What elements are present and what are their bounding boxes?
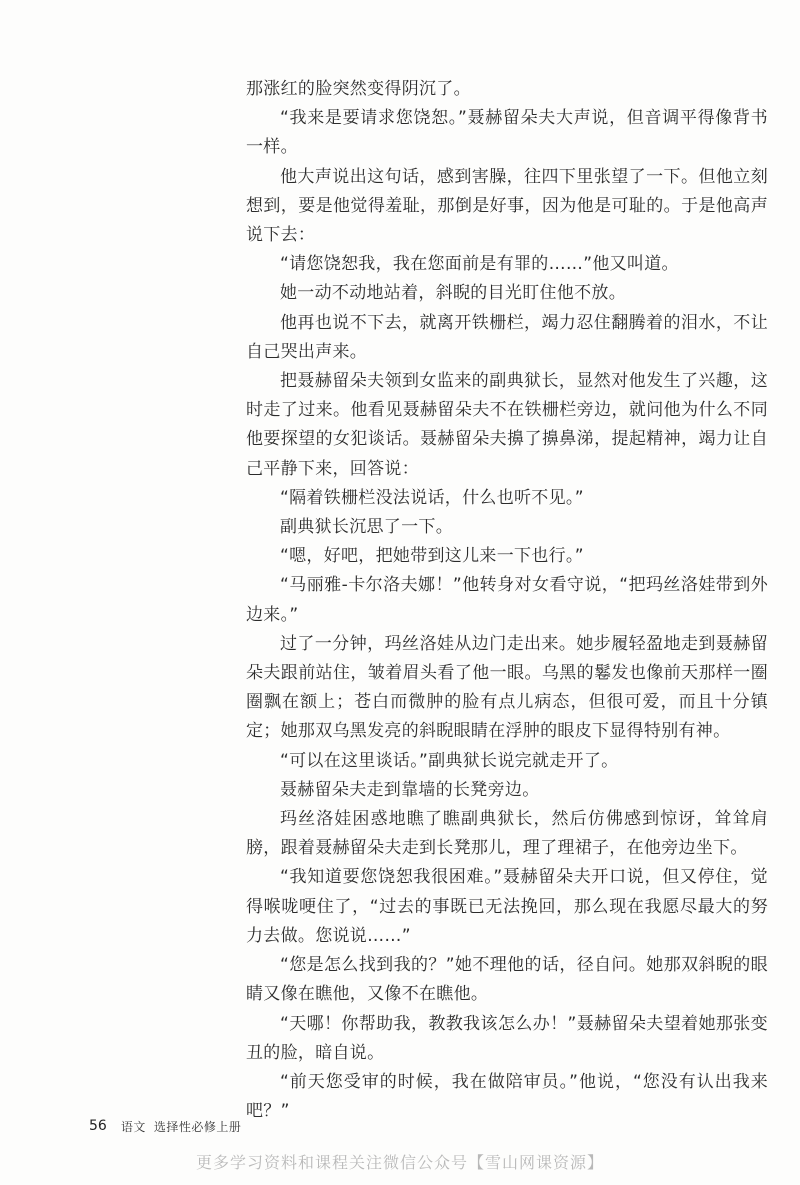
paragraph: “可以在这里谈话。”副典狱长说完就走开了。 xyxy=(280,750,619,771)
paragraph: 把聂赫留朵夫领到女监来的副典狱长，显然对他发生了兴趣，这时走了过来。他看见聂赫留朵夫不在铁栅栏旁边，就问他为什么不同他要探望的女犯谈话。聂赫留朵夫擤了擤鼻涕，提起精神，竭力让自己平静下来，回答说： xyxy=(246,371,768,479)
paragraph: “您是怎么找到我的？”她不理他的话，径自问。她那双斜睨的眼睛又像在瞧他，又像不在瞧他。 xyxy=(246,955,768,1005)
paragraph: 她一动不动地站着，斜睨的目光盯住他不放。 xyxy=(280,283,626,304)
paragraph: 副典狱长沉思了一下。 xyxy=(280,517,453,538)
paragraph: “马丽雅-卡尔洛夫娜！”他转身对女看守说，“把玛丝洛娃带到外边来。” xyxy=(246,575,768,625)
paragraph: “前天您受审的时候，我在做陪审员。”他说，“您没有认出我来吧？” xyxy=(246,1071,768,1122)
body-text xyxy=(246,75,768,1126)
page-number: 56 xyxy=(89,1118,107,1134)
paragraph: “我知道要您饶恕我很困难。”聂赫留朵夫开口说，但又停住，觉得喉咙哽住了，“过去的事既已无法挽回，那么现在我愿尽最大的努力去做。您说说……” xyxy=(246,867,768,946)
paragraph: 他大声说出这句话，感到害臊，往四下里张望了一下。但他立刻想到，要是他觉得羞耻，那倒是好事，因为他是可耻的。于是他高声说下去： xyxy=(246,166,768,246)
paragraph: “我来是要请求您饶恕。”聂赫留朵夫大声说，但音调平得像背书一样。 xyxy=(246,108,768,158)
paragraph: “隔着铁栅栏没法说话，什么也听不见。” xyxy=(280,487,584,508)
paragraph: 聂赫留朵夫走到靠墙的长凳旁边。 xyxy=(280,779,540,800)
book-subject: 语文 xyxy=(120,1119,146,1134)
paragraph: 那涨红的脸突然变得阴沉了。 xyxy=(246,79,471,99)
page-footer xyxy=(89,1115,249,1137)
paragraph: 他再也说不下去，就离开铁栅栏，竭力忍住翻腾着的泪水，不让自己哭出声来。 xyxy=(246,312,768,362)
paragraph: “请您饶恕我，我在您面前是有罪的……”他又叫道。 xyxy=(280,254,679,275)
book-volume: 选择性必修上册 xyxy=(153,1119,242,1134)
book-title xyxy=(121,1118,250,1135)
watermark-text: 更多学习资料和课程关注微信公众号【雪山网课资源】 xyxy=(195,1153,604,1172)
paragraph: “天哪！你帮助我，教教我该怎么办！”聂赫留朵夫望着她那张变丑的脸，暗自说。 xyxy=(246,1013,768,1063)
paragraph: 过了一分钟，玛丝洛娃从边门走出来。她步履轻盈地走到聂赫留朵夫跟前站住，皱着眉头看了他一眼。乌黑的鬈发也像前天那样一圈圈飘在额上；苍白而微肿的脸有点儿病态，但很可爱，而且十分镇定；她那双乌黑发亮的斜睨眼睛在浮肿的眼皮下显得特别有神。 xyxy=(246,633,768,742)
paragraph: 玛丝洛娃困惑地瞧了瞧副典狱长，然后仿佛感到惊讶，耸耸肩膀，跟着聂赫留朵夫走到长凳那儿，理了理裙子，在他旁边坐下。 xyxy=(246,809,768,859)
paragraph: “嗯，好吧，把她带到这儿来一下也行。” xyxy=(280,546,584,567)
